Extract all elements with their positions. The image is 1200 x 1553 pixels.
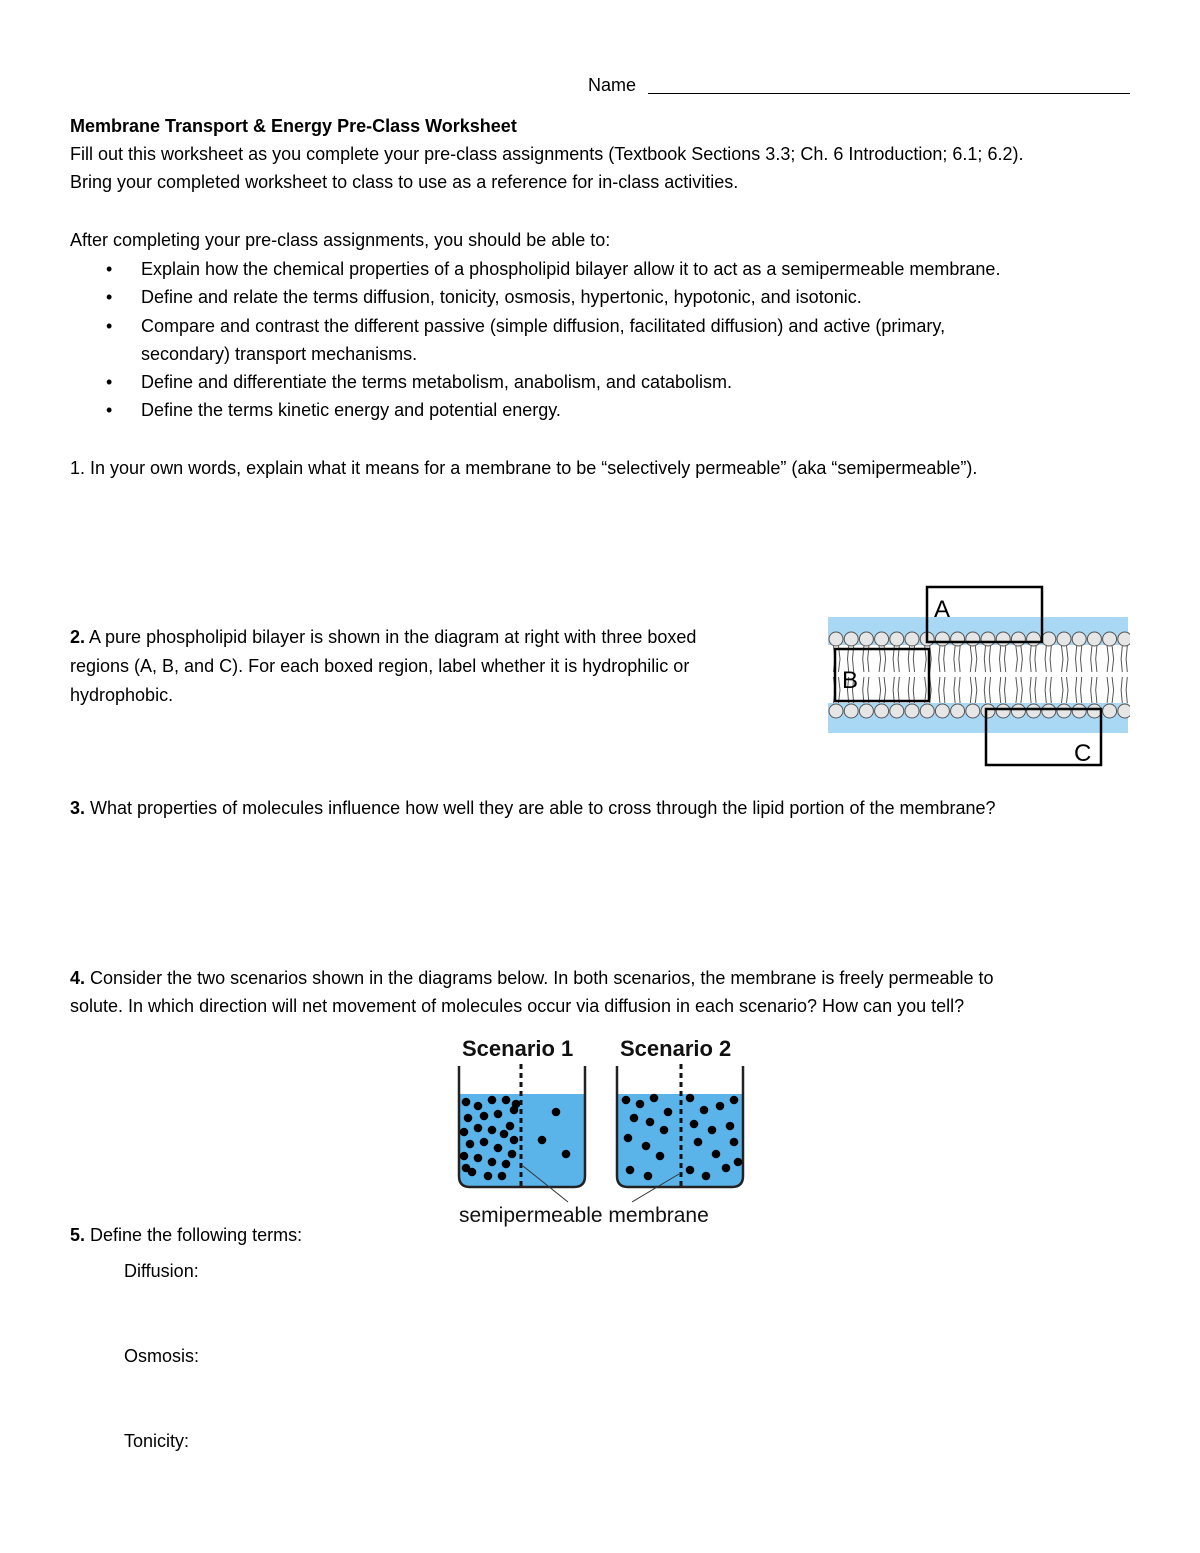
lipid-head [844, 632, 858, 646]
lipid-head [1087, 632, 1101, 646]
question-text: In your own words, explain what it means for a membrane to be “selectively permeable” (aka “semipermeable”). [90, 458, 978, 478]
lipid-head [1103, 632, 1117, 646]
objectives-lead: After completing your pre-class assignments, you should be able to: [70, 230, 611, 250]
objective-text: Define the terms kinetic energy and potential energy. [141, 400, 561, 421]
question-number: 2. [70, 627, 86, 647]
solute-particle [702, 1172, 711, 1181]
lipid-head [875, 632, 889, 646]
solute-particle [474, 1154, 483, 1163]
solute-particle [484, 1172, 493, 1181]
question-text: solute. In which direction will net movement of molecules occur via diffusion in each scenario? How can you tell? [70, 996, 965, 1016]
lipid-head [1027, 704, 1041, 718]
lipid-head [1027, 632, 1041, 646]
solute-particle [708, 1126, 717, 1135]
term-osmosis: Osmosis: [124, 1346, 200, 1366]
question-text: Define the following terms: [90, 1225, 303, 1245]
solute-particle [494, 1110, 503, 1119]
objective-text: Explain how the chemical properties of a phospholipid bilayer allow it to act as a semipermeable membrane. [141, 259, 1001, 279]
solute-particle [464, 1114, 473, 1123]
objective-text: Define and relate the terms diffusion, tonicity, osmosis, hypertonic, hypotonic, and isotonic. [141, 287, 862, 308]
worksheet-title: Membrane Transport & Energy Pre-Class Worksheet [70, 116, 517, 136]
label-b: B [842, 667, 859, 694]
solute-particle [690, 1120, 699, 1129]
lipid-head [1072, 704, 1086, 718]
lipid-head [996, 704, 1010, 718]
question-3 [70, 794, 996, 822]
lipid-head [1057, 704, 1071, 718]
bullet: • [106, 400, 113, 421]
lipid-head [935, 632, 949, 646]
lipid-head [981, 632, 995, 646]
lipid-head [859, 704, 873, 718]
objective-item [70, 396, 1000, 424]
lipid-head [1118, 704, 1130, 718]
label-c: C [1074, 740, 1092, 767]
question-number: 3. [70, 798, 86, 818]
hydrophobic-core [828, 645, 1128, 703]
solute-particle [552, 1108, 561, 1117]
solute-particle [502, 1160, 511, 1169]
lipid-head [1057, 632, 1071, 646]
lipid-head [1042, 632, 1056, 646]
solute-particle [644, 1172, 653, 1181]
solute-particle [562, 1150, 571, 1159]
question-1 [70, 454, 977, 482]
solute-particle [636, 1100, 645, 1109]
term-diffusion: Diffusion: [124, 1261, 199, 1281]
question-text: Consider the two scenarios shown in the diagrams below. In both scenarios, the membrane is freely permeable to [90, 968, 994, 988]
solute-particle [474, 1102, 483, 1111]
solute-particle [730, 1138, 739, 1147]
name-field-line[interactable] [648, 93, 1130, 94]
lipid-head [966, 704, 980, 718]
bullet: • [106, 372, 113, 393]
lipid-head [935, 704, 949, 718]
solute-particle [480, 1112, 489, 1121]
lipid-head [1011, 632, 1025, 646]
solute-particle [466, 1140, 475, 1149]
solute-particle [686, 1094, 695, 1103]
objective-text: Define and differentiate the terms metabolism, anabolism, and catabolism. [141, 372, 732, 393]
question-text: A pure phospholipid bilayer is shown in the diagram at right with three boxed [89, 627, 697, 647]
solute-particle [712, 1150, 721, 1159]
bullet: • [106, 287, 113, 308]
question-text: regions (A, B, and C). For each boxed region, label whether it is hydrophilic or [70, 656, 690, 676]
scenario-1-title: Scenario 1 [462, 1036, 574, 1061]
solute-particle [538, 1136, 547, 1145]
objectives-list [70, 255, 1000, 425]
lipid-tails [828, 645, 1128, 703]
question-4 [70, 964, 994, 1020]
solute-particle [656, 1152, 665, 1161]
solute-particle [498, 1172, 507, 1181]
solute-particle [646, 1118, 655, 1127]
lipid-head [1042, 704, 1056, 718]
solute-particle [462, 1164, 471, 1173]
solute-particle [722, 1164, 731, 1173]
solute-particle [502, 1096, 511, 1105]
solute-particle [474, 1124, 483, 1133]
lipid-head [1118, 632, 1130, 646]
bullet: • [106, 259, 113, 279]
lipid-head [1072, 632, 1086, 646]
objective-text: secondary) transport mechanisms. [141, 343, 418, 364]
lipid-head [844, 704, 858, 718]
lipid-head [859, 632, 873, 646]
scenario-2-title: Scenario 2 [620, 1036, 732, 1061]
bullet: • [106, 315, 113, 336]
question-text: What properties of molecules influence how well they are able to cross through the lipid portion of the membrane? [90, 798, 996, 818]
objective-text: Compare and contrast the different passive (simple diffusion, facilitated diffusion) and active (primary, [141, 315, 946, 336]
solute-particle [500, 1130, 509, 1139]
intro-line-2: Bring your completed worksheet to class to use as a reference for in-class activities. [70, 172, 739, 192]
solute-particle [488, 1126, 497, 1135]
objective-item [70, 368, 1000, 396]
solute-particle [480, 1138, 489, 1147]
solute-particle [700, 1106, 709, 1115]
question-text: hydrophobic. [70, 685, 174, 705]
lipid-head [966, 632, 980, 646]
solute-particle [462, 1098, 471, 1107]
lipid-head [905, 704, 919, 718]
solute-particle [664, 1108, 673, 1117]
intro-line-1: Fill out this worksheet as you complete your pre-class assignments (Textbook Sections 3.3; Ch. 6 Introduction; 6.1; 6.2). [70, 144, 1024, 164]
lipid-head [905, 632, 919, 646]
solute-particle [626, 1166, 635, 1175]
lipid-head [981, 704, 995, 718]
diffusion-scenarios-diagram [450, 1030, 750, 1230]
membrane-caption: semipermeable membrane [459, 1204, 709, 1227]
question-5 [70, 1221, 302, 1249]
lipid-head [996, 632, 1010, 646]
lipid-head [1103, 704, 1117, 718]
solute-particle [624, 1134, 633, 1143]
question-number: 1. [70, 458, 86, 478]
solute-particle [508, 1150, 517, 1159]
lipid-head [829, 704, 843, 718]
solute-particle [510, 1136, 519, 1145]
lipid-head [951, 704, 965, 718]
lipid-head [1087, 704, 1101, 718]
question-number: 5. [70, 1225, 86, 1245]
solute-particle [506, 1122, 515, 1131]
name-label: Name [588, 75, 637, 95]
solute-particle [716, 1102, 725, 1111]
label-a: A [934, 596, 951, 623]
lipid-head [875, 704, 889, 718]
solute-particle [642, 1142, 651, 1151]
lipid-head [829, 632, 843, 646]
objective-item [70, 255, 1000, 283]
solute-particle [488, 1158, 497, 1167]
objective-item [70, 312, 1000, 340]
solute-particle [686, 1166, 695, 1175]
question-number: 4. [70, 968, 86, 988]
solute-particle [512, 1100, 521, 1109]
solute-particle [460, 1128, 469, 1137]
solute-particle [460, 1152, 469, 1161]
objective-item [70, 283, 1000, 311]
solute-particle [660, 1126, 669, 1135]
solute-particle [630, 1114, 639, 1123]
solute-particle [726, 1122, 735, 1131]
objective-item-continued [70, 340, 1000, 368]
question-2 [70, 623, 696, 710]
lipid-head [920, 704, 934, 718]
solute-particle [650, 1094, 659, 1103]
solute-particle [730, 1096, 739, 1105]
solute-particle [494, 1144, 503, 1153]
solute-particle [734, 1158, 743, 1167]
solute-particle [694, 1138, 703, 1147]
lipid-head [890, 632, 904, 646]
lipid-head [951, 632, 965, 646]
solute-particle [488, 1096, 497, 1105]
solute-particle [622, 1096, 631, 1105]
lipid-head [1011, 704, 1025, 718]
lipid-head [890, 704, 904, 718]
term-tonicity: Tonicity: [124, 1431, 190, 1451]
phospholipid-bilayer-diagram [826, 585, 1130, 768]
